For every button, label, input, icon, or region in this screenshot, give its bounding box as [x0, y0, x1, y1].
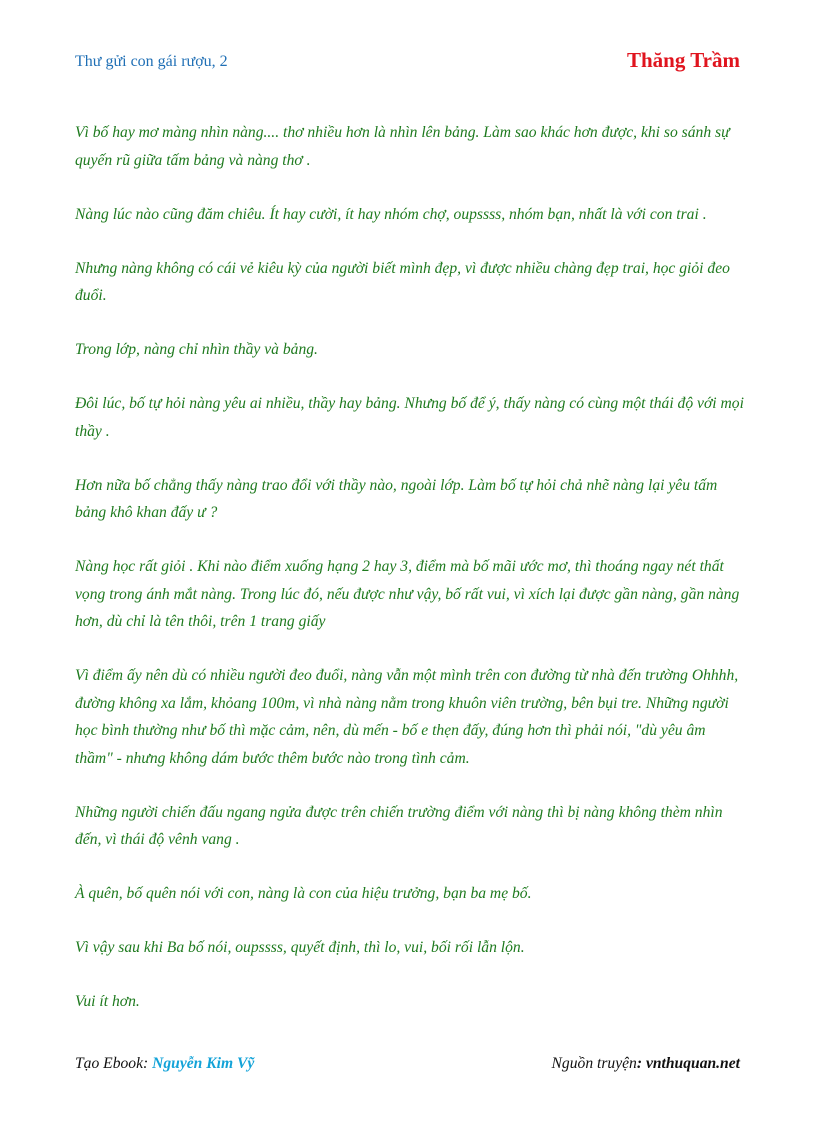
paragraph-1: Vì bố hay mơ màng nhìn nàng.... thơ nhiều hơn là nhìn lên bảng. Làm sao khác hơn được, khi so sánh sự quyến rũ giữa tấm bảng và nàng thơ .: [75, 124, 730, 169]
paragraph-3: Nhưng nàng không có cái vẻ kiêu kỳ của người biết mình đẹp, vì được nhiều chàng đẹp trai, học giỏi đeo đuổi.: [75, 259, 730, 304]
ebook-separator: :: [143, 1055, 153, 1072]
paragraph-8: Vì điểm ấy nên dù có nhiều người đeo đuổi, nàng vẫn một mình trên con đường từ nhà đến trường Ohhhh, đường không xa lắm, khỏang 100m, vì nhà nàng nằm trong khuôn viên trường, bên bụi tre. Những người học bình thường như bố thì mặc cảm, nên, dù mến - bố e thẹn đấy, đúng hơn thì phải nói, "dù yêu âm thầm" - nhưng không dám bước thêm bước nào trong tình cảm.: [75, 667, 739, 767]
paragraph-5: Đôi lúc, bố tự hỏi nàng yêu ai nhiều, thầy hay bảng. Nhưng bố để ý, thấy nàng có cùng một thái độ với mọi thầy .: [75, 395, 744, 440]
paragraph-2: Nàng lúc nào cũng đăm chiêu. Ít hay cười, ít hay nhóm chợ, oupssss, nhóm bạn, nhất là với con trai .: [75, 205, 707, 223]
paragraph-6: Hơn nữa bố chẳng thấy nàng trao đổi với thầy nào, ngoài lớp. Làm bố tự hỏi chả nhẽ nàng lại yêu tấm bảng khô khan đấy ư ?: [75, 476, 718, 521]
author-pen-name: Thăng Trầm: [627, 48, 740, 72]
ebook-credit: [75, 1055, 254, 1073]
paragraph-4: Trong lớp, nàng chỉ nhìn thầy và bảng.: [75, 341, 318, 358]
book-title: Thư gửi con gái rượu, 2: [75, 53, 228, 70]
source-credit: [552, 1055, 740, 1073]
paragraph-11: Vì vậy sau khi Ba bố nói, oupssss, quyết định, thì lo, vui, bối rối lẫn lộn.: [75, 939, 525, 956]
paragraph-10: À quên, bố quên nói với con, nàng là con của hiệu trưởng, bạn ba mẹ bố.: [75, 885, 532, 902]
source-label: Nguồn truyện: [551, 1055, 637, 1072]
source-separator: :: [636, 1055, 646, 1072]
paragraph-12: Vui ít hơn.: [75, 993, 140, 1010]
source-site-link[interactable]: vnthuquan.net: [645, 1055, 740, 1072]
ebook-label: Tạo Ebook: [75, 1055, 144, 1072]
paragraph-9: Những người chiến đấu ngang ngửa được trên chiến trường điểm với nàng thì bị nàng không thèm nhìn đến, vì thái độ vênh vang .: [75, 803, 723, 848]
page-header: [75, 48, 740, 78]
paragraph-7: Nàng học rất giỏi . Khi nào điểm xuống hạng 2 hay 3, điểm mà bố mãi ước mơ, thì thoáng ngay nét thất vọng trong ánh mắt nàng. Trong lúc đó, nếu được như vậy, bố rất vui, vì xích lại được gần nàng, gần nàng hơn, dù chỉ là tên thôi, trên 1 trang giấy: [75, 558, 740, 630]
ebook-author-link[interactable]: Nguyễn Kim Vỹ: [152, 1055, 255, 1072]
page-footer: [75, 1055, 740, 1077]
story-body: [75, 119, 747, 1042]
